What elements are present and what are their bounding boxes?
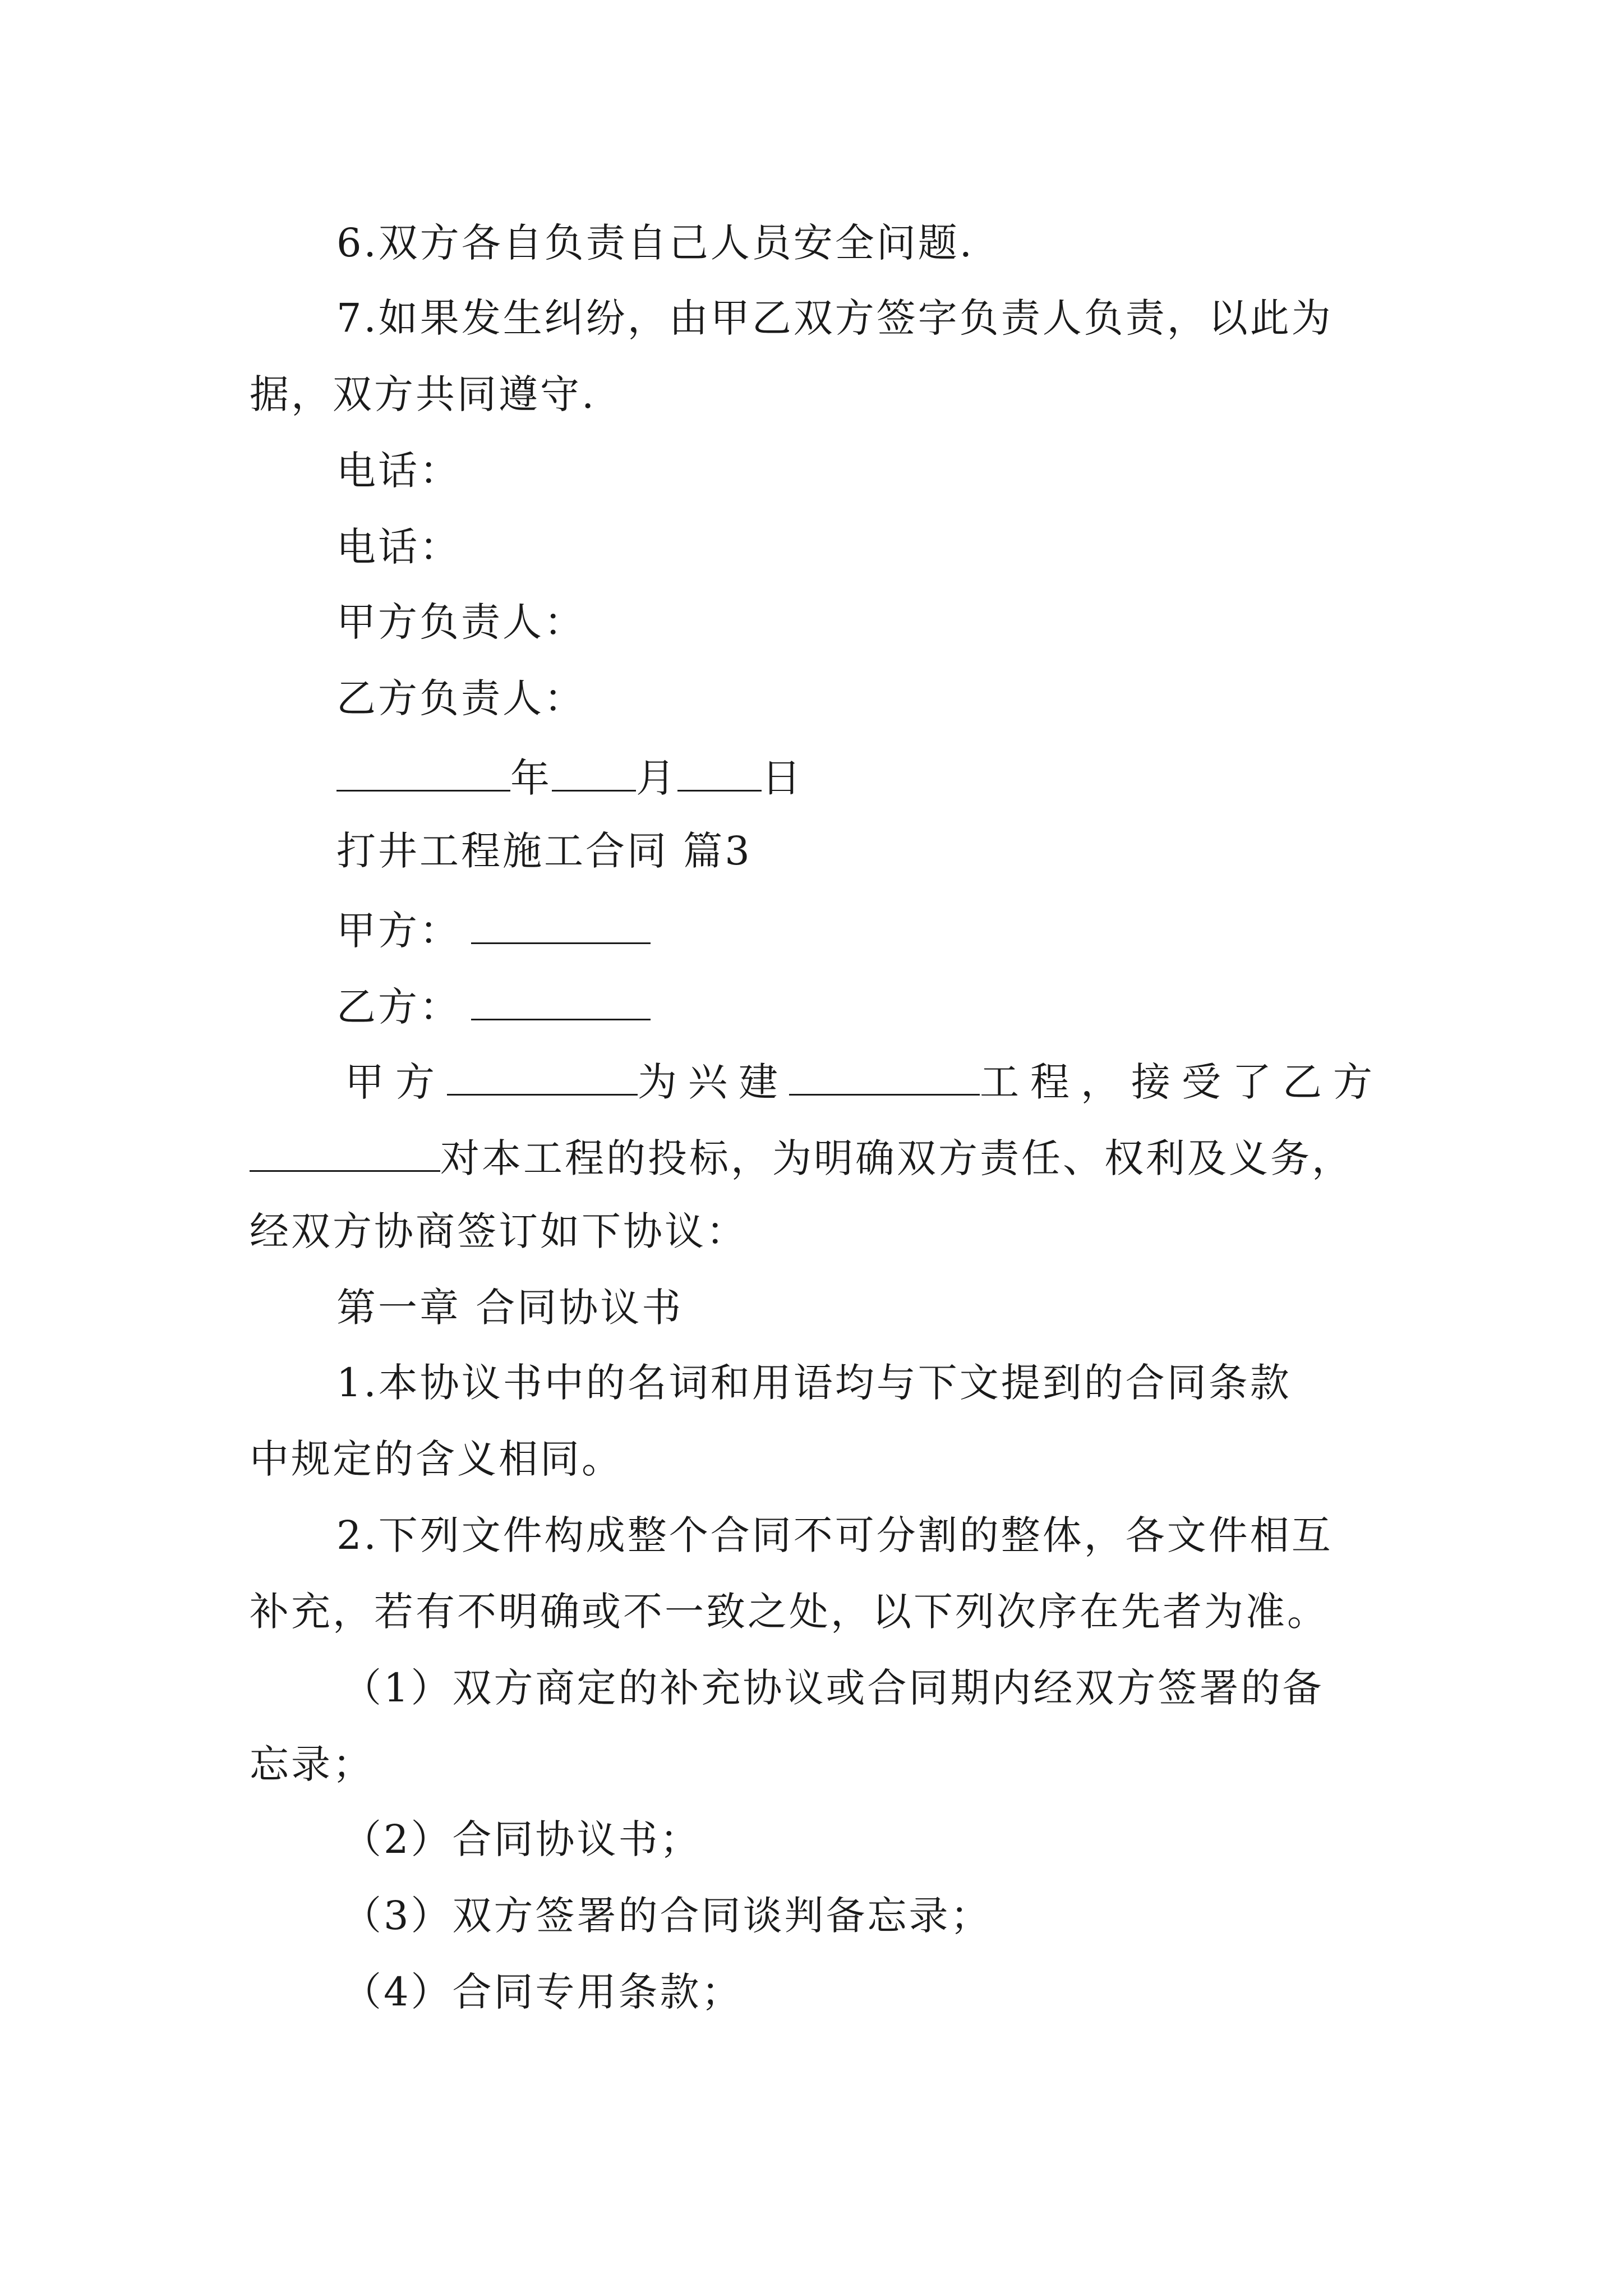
party-a-line [336,908,651,954]
party-a-blank [471,908,651,944]
intro-line-1 [345,1059,1384,1105]
intro-build: 为兴建 [638,1059,789,1105]
intro-bid: 对本工程的投标，为明确双方责任、权利及义务， [440,1135,1353,1181]
date-line [336,755,803,801]
item-4: （4）合同专用条款； [342,1969,743,2015]
intro-line-2 [250,1135,1353,1181]
year-blank [336,755,510,792]
intro-blank-2 [789,1059,980,1096]
party-b-person-label: 乙方负责人： [336,675,585,721]
section-title: 打井工程施工合同 篇3 [336,828,752,874]
phone-label-1: 电话： [336,448,461,494]
phone-label-2: 电话： [336,524,461,570]
year-label: 年 [510,755,552,801]
party-b-blank [471,984,651,1020]
party-b-label: 乙方： [336,984,461,1030]
month-blank [552,755,636,792]
party-a-label: 甲方： [336,908,461,954]
clause-2-line-1: 2.下列文件构成整个合同不可分割的整体，各文件相互 [336,1512,1333,1558]
day-blank [677,755,762,792]
party-b-line [336,984,651,1030]
day-label: 日 [762,755,803,801]
chapter-1-heading: 第一章 合同协议书 [336,1285,684,1331]
intro-line-3: 经双方协商签订如下协议： [250,1208,748,1254]
clause-1-line-1: 1.本协议书中的名词和用语均与下文提到的合同条款 [336,1360,1292,1406]
item-1-line-1: （1）双方商定的补充协议或合同期内经双方签署的备 [342,1665,1324,1711]
item-3: （3）双方签署的合同谈判备忘录； [342,1893,992,1939]
clause-7-line-2: 据，双方共同遵守. [250,371,597,417]
clause-7-line-1: 7.如果发生纠纷，由甲乙双方签字负责人负责，以此为 [336,295,1333,341]
intro-project: 工程，接受了乙方 [980,1059,1384,1105]
clause-1-line-2: 中规定的含义相同。 [250,1436,623,1482]
month-label: 月 [636,755,677,801]
item-2: （2）合同协议书； [342,1816,702,1862]
clause-2-line-2: 补充，若有不明确或不一致之处，以下列次序在先者为准。 [250,1589,1329,1635]
party-a-person-label: 甲方负责人： [336,599,585,645]
clause-6: 6.双方各自负责自己人员安全问题. [336,220,975,266]
intro-party-a: 甲方 [345,1059,446,1105]
intro-blank-1 [447,1059,638,1096]
intro-blank-3 [250,1135,440,1172]
item-1-line-2: 忘录； [250,1741,374,1787]
